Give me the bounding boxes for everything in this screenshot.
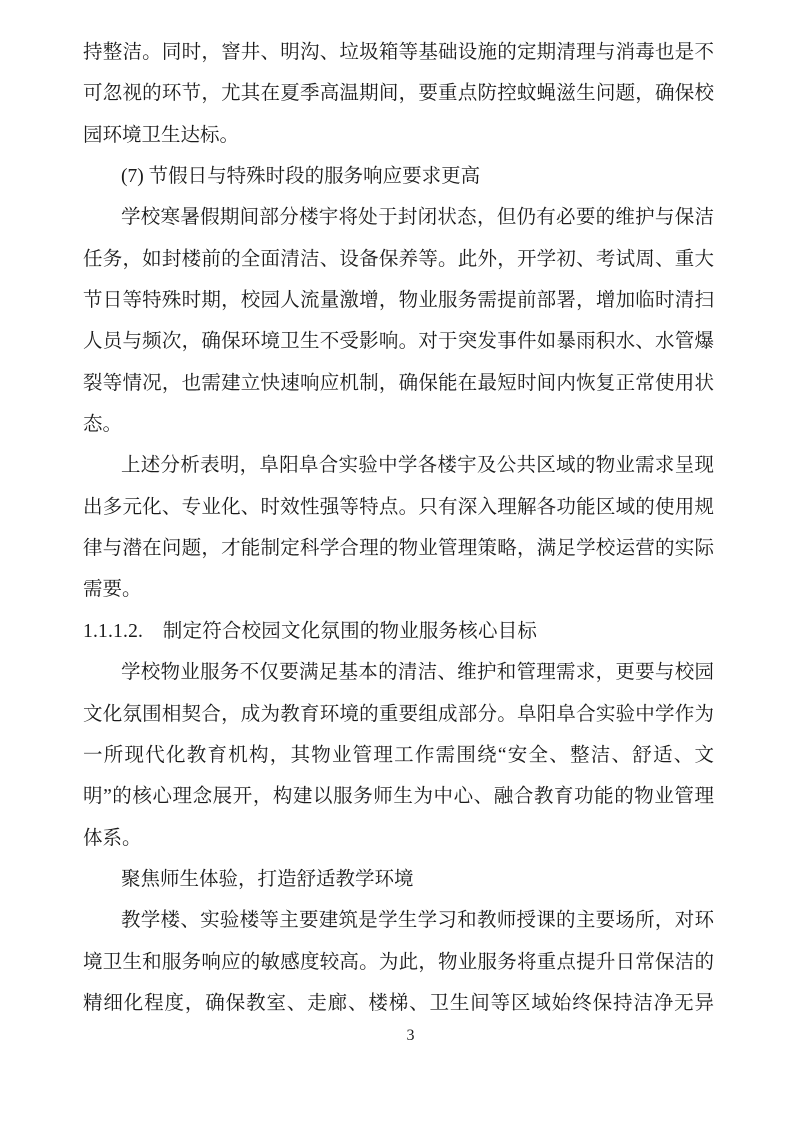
section-heading-line: 1.1.1.2. 制定符合校园文化氛围的物业服务核心目标 — [83, 620, 538, 642]
body-text-line: (7) 节假日与特殊时段的服务响应要求更高 — [121, 166, 481, 188]
body-text-line: 裂等情况，也需建立快速响应机制，确保能在最短时间内恢复正常使用状 — [83, 372, 714, 394]
body-text-line: 任务，如封楼前的全面清洁、设备保养等。此外，开学初、考试周、重大 — [83, 248, 714, 270]
body-text-line: 学校物业服务不仅要满足基本的清洁、维护和管理需求，更要与校园 — [121, 662, 714, 684]
body-text-line: 文化氛围相契合，成为教育环境的重要组成部分。阜阳阜合实验中学作为 — [83, 703, 714, 725]
body-text-line: 出多元化、专业化、时效性强等特点。只有深入理解各功能区域的使用规 — [83, 496, 714, 518]
body-text-line: 律与潜在问题，才能制定科学合理的物业管理策略，满足学校运营的实际 — [83, 538, 714, 560]
body-text-line: 精细化程度，确保教室、走廊、楼梯、卫生间等区域始终保持洁净无异 — [83, 992, 714, 1014]
body-text-line: 体系。 — [83, 827, 142, 849]
body-text-line: 学校寒暑假期间部分楼宇将处于封闭状态，但仍有必要的维护与保洁 — [121, 207, 714, 229]
text-block — [83, 32, 714, 1024]
page-number: 3 — [406, 1027, 415, 1044]
body-text-line: 人员与频次，确保环境卫生不受影响。对于突发事件如暴雨积水、水管爆 — [83, 331, 714, 353]
body-text-line: 节日等特殊时期，校园人流量激增，物业服务需提前部署，增加临时清扫 — [83, 290, 714, 312]
body-text-line: 态。 — [83, 414, 123, 436]
body-text-line: 境卫生和服务响应的敏感度较高。为此，物业服务将重点提升日常保洁的 — [83, 951, 714, 973]
body-text-line: 持整洁。同时，窨井、明沟、垃圾箱等基础设施的定期清理与消毒也是不 — [83, 42, 714, 63]
body-text-line: 明”的核心理念展开，构建以服务师生为中心、融合教育功能的物业管理 — [83, 786, 714, 808]
body-text-line: 一所现代化教育机构，其物业管理工作需围绕“安全、整洁、舒适、文 — [83, 744, 714, 766]
body-text-line: 园环境卫生达标。 — [83, 124, 240, 146]
body-text-line: 上述分析表明，阜阳阜合实验中学各楼宇及公共区域的物业需求呈现 — [121, 455, 714, 477]
body-text-line: 可忽视的环节，尤其在夏季高温期间，要重点防控蚊蝇滋生问题，确保校 — [83, 83, 714, 105]
body-text-line: 聚焦师生体验，打造舒适教学环境 — [121, 868, 414, 890]
body-text-line: 教学楼、实验楼等主要建筑是学生学习和教师授课的主要场所，对环 — [121, 910, 714, 932]
body-text-line: 需要。 — [83, 579, 142, 601]
